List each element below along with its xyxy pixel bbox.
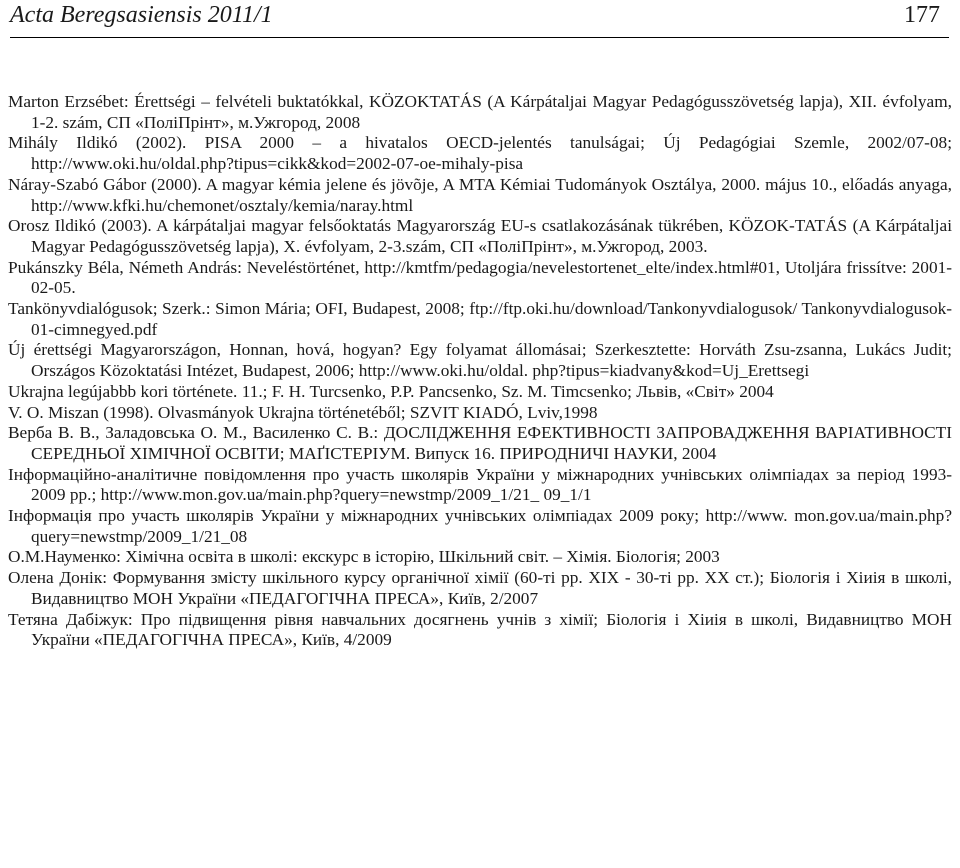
reference-entry: Олена Донік: Формування змісту шкільного курсу органічної хімії (60-ті рр. XIX - 30-ті рр. XX ст.); Біологія і Хіиія в школі, Видавництво МОН України «ПЕДАГОГІЧНА ПРЕСА», Київ, 2/2007 bbox=[8, 568, 952, 608]
reference-entry: Tankönyvdialógusok; Szerk.: Simon Mária; OFI, Budapest, 2008; ftp://ftp.oki.hu/download/Tankonyvdialogusok/ Tankonyvdialogusok-01-cimnegyed.pdf bbox=[8, 299, 952, 339]
reference-entry: Pukánszky Béla, Németh András: Neveléstörténet, http://kmtfm/pedagogia/nevelestortenet_elte/index.html#01, Utoljára frissítve: 2001-02-05. bbox=[8, 257, 952, 298]
reference-entry: Інформаційно-аналітичне повідомлення про участь школярів України у міжнародних учнівських олімпіадах за період 1993-2009 рр.; http://www.mon.gov.ua/main.php?query=newstmp/2009_1/21_ 09_1/1 bbox=[8, 464, 952, 505]
reference-entry: V. O. Miszan (1998). Olvasmányok Ukrajna történetéből; SZVIT KIADÓ, Lviv,1998 bbox=[8, 402, 598, 422]
reference-entry: Mihály Ildikó (2002). PISA 2000 – a hivatalos OECD-jelentés tanulságai; Új Pedagógiai Szemle, 2002/07-08; http://www.oki.hu/oldal.php?tipus=cikk&kod=2002-07-oe-mihaly-pisa bbox=[8, 133, 952, 174]
header-rule bbox=[10, 37, 949, 38]
reference-entry: Orosz Ildikó (2003). A kárpátaljai magyar felsőoktatás Magyarország EU-s csatlakozásának tükrében, KÖZOK-TATÁS (A Kárpátaljai Magyar Pedagógusszövetség lapja), X. évfolyam, 2-3.szám, СП «ПоліПрінт», м.Ужгород, 2003. bbox=[8, 216, 952, 256]
reference-entry: Marton Erzsébet: Érettségi – felvételi buktatókkal, KÖZOKTATÁS (A Kárpátaljai Magyar Pedagógusszövetség lapja), XII. évfolyam, 1-2. szám, СП «ПоліПрінт», м.Ужгород, 2008 bbox=[8, 92, 952, 132]
reference-entry: О.М.Науменко: Хімічна освіта в школі: екскурс в історію, Шкільний світ. – Хімія. Біологія; 2003 bbox=[8, 547, 720, 567]
reference-entry: Náray-Szabó Gábor (2000). A magyar kémia jelene és jövõje, A MTA Kémiai Tudományok Osztálya, 2000. május 10., előadás anyaga, http://www.kfki.hu/chemonet/osztaly/kemia/naray.html bbox=[8, 174, 952, 215]
reference-entry: Інформація про участь школярів України у міжнародних учнівських олімпіадах 2009 року; http://www. mon.gov.ua/main.php?query=newstmp/2009_1/21_08 bbox=[8, 506, 952, 546]
reference-entry: Új érettségi Magyarországon, Honnan, hová, hogyan? Egy folyamat állomásai; Szerkesztette: Horváth Zsu-zsanna, Lukács Judit; Országos Közoktatási Intézet, Budapest, 2006; http://www.oki.hu/oldal. php?tipus=kiadvany&kod=Uj_Erettsegi bbox=[8, 340, 952, 381]
reference-entry: Тетяна Дабіжук: Про підвищення рівня навчальних досягнень учнів з хімії; Біологія і Хіиія в школі, Видавництво МОН України «ПЕДАГОГІЧНА ПРЕСА», Київ, 4/2009 bbox=[8, 609, 952, 650]
running-header bbox=[10, 0, 940, 40]
reference-entry: Ukrajna legújabbb kori története. 11.; F. H. Turcsenko, P.P. Pancsenko, Sz. M. Timcsenko; Львів, «Світ» 2004 bbox=[8, 381, 774, 401]
journal-title: Acta Beregsasiensis 2011/1 bbox=[10, 2, 273, 28]
reference-list bbox=[8, 92, 952, 651]
reference-entry: Верба В. В., Заладовська О. М., Василенко С. В.: ДОСЛІДЖЕННЯ ЕФЕКТИВНОСТІ ЗАПРОВАДЖЕННЯ ВАРІАТИВНОСТІ СЕРЕДНЬОЇ ХІМІЧНОЇ ОСВІТИ; МАҐІСТЕРІУМ. Випуск 16. ПРИРОДНИЧІ НАУКИ, 2004 bbox=[8, 423, 952, 463]
page-number: 177 bbox=[904, 2, 940, 28]
